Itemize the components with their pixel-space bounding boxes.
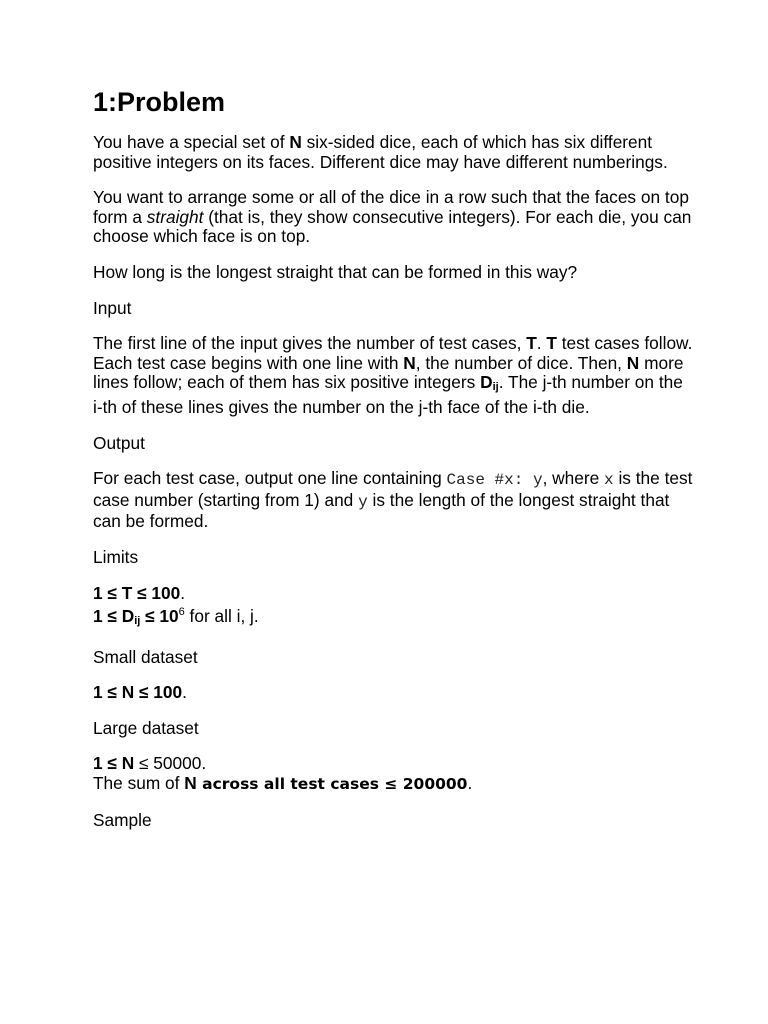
output-y-code: y [358,492,368,511]
output-text-1: For each test case, output one line containing [93,468,447,489]
input-var-n-1: N [403,352,416,373]
limit-1-prefix: 1 ≤ [93,582,122,603]
input-var-t-1: T [526,333,537,354]
limit-2-var-d: D [121,606,135,627]
output-text-4: is the length of the longest straight that can be formed. [93,489,670,532]
input-var-d: D [480,372,493,393]
output-x-code: x [604,471,614,490]
question-paragraph: How long is the longest straight that can be formed in this way? [93,261,578,282]
large-sum-text-1: The sum of [93,773,185,794]
large-var-n: N [121,753,135,774]
large-bound: ≤ 50000. [134,753,207,774]
arrange-paragraph [93,188,693,247]
input-var-d-subscript: ij [492,381,499,394]
input-text-3: test cases follow. Each test case begins with one line with [93,333,693,373]
limit-1-period: . [180,582,185,603]
large-sum-text-2: across all test cases ≤ 200000 [196,775,468,794]
output-paragraph [93,469,693,532]
sample-heading: Sample [93,809,152,830]
limit-2-subscript: ij [134,615,141,628]
small-prefix: 1 ≤ [93,682,122,703]
large-dataset-limit [93,754,693,794]
input-text-2: . [536,333,547,354]
large-dataset-heading: Large dataset [93,717,199,738]
large-sum-period: . [467,773,473,794]
limit-1-bound: ≤ 100 [132,582,181,603]
input-var-n-2: N [626,352,640,373]
output-heading: Output [93,432,145,453]
output-case-code: Case #x: y [446,471,543,490]
small-dataset-heading: Small dataset [93,646,198,667]
arrange-text-2: (that is, they show consecutive integers). For each die, you can choose which face is on top. [93,206,692,247]
input-paragraph [93,334,693,417]
small-var-n: N [121,682,135,703]
output-text-3: is the test case number (starting from 1) and [93,468,693,510]
large-sum-var-n: N [184,773,197,794]
large-prefix: 1 ≤ [93,753,122,774]
limit-2-bound: ≤ 10 [140,606,179,627]
intro-text-2: six-sided dice, each of which has six different positive integers on its faces. Different dice may have different numberings. [93,132,668,172]
limits-block [93,584,693,632]
limit-2-prefix: 1 ≤ [93,606,122,627]
intro-paragraph [93,133,693,172]
arrange-text-1: You want to arrange some or all of the dice in a row such that the faces on top form a [93,187,689,227]
arrange-straight-term: straight [146,206,204,227]
intro-var-n: N [289,132,302,152]
input-heading: Input [93,297,132,318]
small-dataset-limit [93,683,693,703]
input-text-5: more lines follow; each of them has six positive integers [93,352,684,393]
input-text-6: . The j-th number on the i-th of these lines gives the number on the j-th face of the i-th die. [93,372,683,417]
input-var-t-2: T [546,333,557,354]
page-title: 1:Problem [93,87,226,117]
limit-1-var-t: T [121,582,133,603]
limit-2-suffix: for all i, j. [184,606,259,627]
output-text-2: , where [542,468,605,489]
input-text-4: , the number of dice. Then, [415,352,627,373]
input-text-1: The first line of the input gives the number of test cases, [93,333,527,354]
limits-heading: Limits [93,546,139,567]
limit-2-exponent: 6 [178,606,185,619]
document-page [93,86,693,846]
small-bound: ≤ 100 [134,682,183,703]
intro-text-1: You have a special set of [93,132,290,152]
small-period: . [182,682,187,703]
